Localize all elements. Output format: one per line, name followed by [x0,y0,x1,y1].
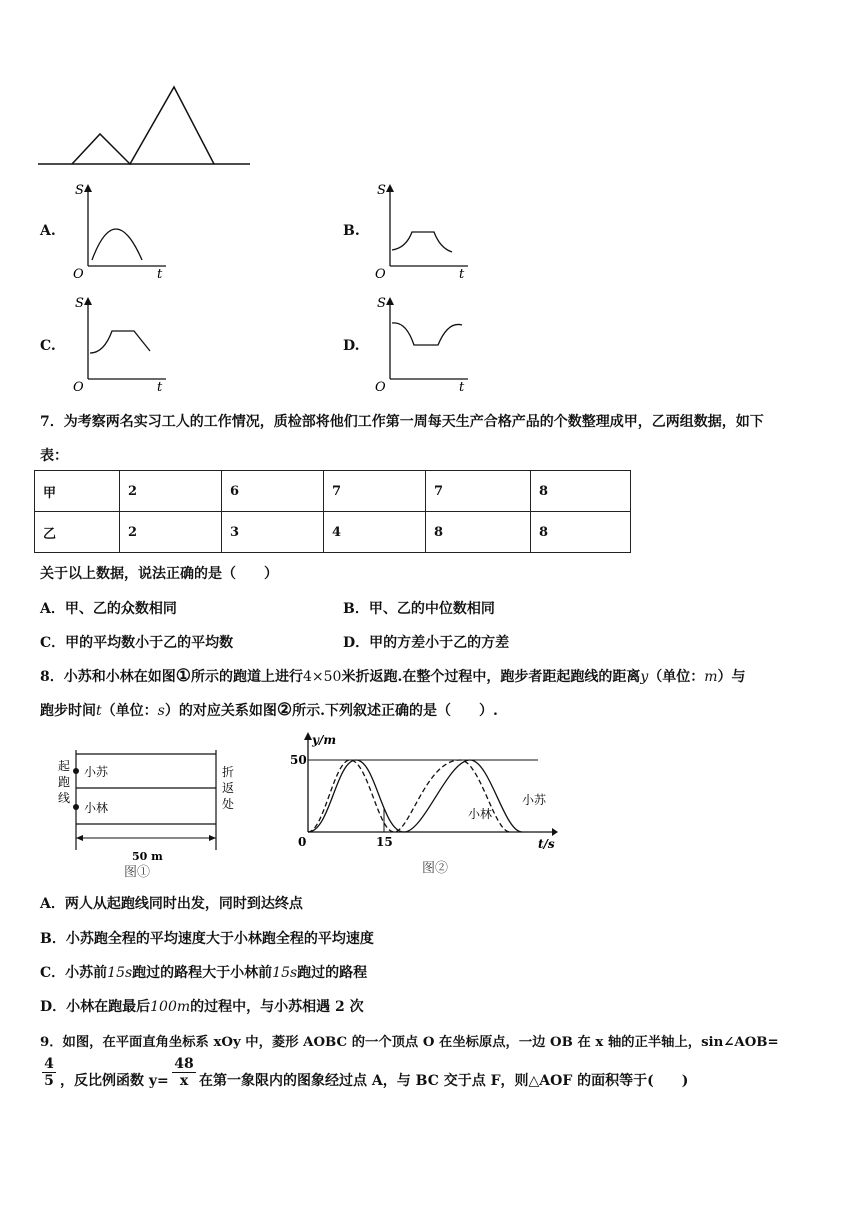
q6-option-c-letter: C. [40,338,56,354]
q8-option-c-t2: 15s [272,965,298,981]
q8-stem-b: 所示的跑道上进行 [191,669,303,685]
fig2-ylabel: y/m [312,733,337,747]
q9-line2-b: 在第一象限内的图象经过点 A，与 BC 交于点 F，则△AOF 的面积等于( ) [199,1073,689,1089]
q8-option-a: A．两人从起跑线同时出发，同时到达终点 [40,896,303,912]
q6-mountain-figure [38,82,253,170]
table-cell: 2 [120,471,222,512]
table-cell: 6 [222,471,324,512]
table-cell: 4 [324,512,426,553]
q7-option-b: B．甲、乙的中位数相同 [343,601,495,617]
q8-figure1-track [52,740,252,880]
q6-c-s-label: S [75,296,84,311]
fig2-y-tick: 50 [290,753,307,767]
fig1-turn-char-1: 折 [222,765,235,779]
q8-stem-d: （单位： [648,669,705,685]
table-row [35,512,631,553]
q8-option-c-b: 跑过的路程大于小林前 [132,965,273,981]
q6-c-o-label: O [73,380,84,393]
q7-option-a: A．甲、乙的众数相同 [40,601,177,617]
q8-option-c-a: C．小苏前 [40,965,108,981]
q6-b-o-label: O [375,267,386,280]
q8-option-c [40,962,367,982]
q6-b-s-label: S [377,183,386,198]
q8-stem-e: ）与 [717,669,746,685]
q6-a-o-label: O [73,267,84,280]
q6-option-b-letter: B. [343,223,360,239]
q6-option-b-graph [370,180,470,280]
q8-option-c-c: 跑过的路程 [297,965,368,981]
q8-option-d-a: D．小林在跑最后 [40,999,151,1015]
fig1-runner1: 小苏 [84,765,109,779]
q8-figure2-graph [290,728,560,880]
fig1-turn-char-2: 返 [222,781,235,795]
q6-option-a-graph [68,180,168,280]
q8-t-var: t [96,703,102,719]
table-cell: 7 [324,471,426,512]
table-cell: 8 [531,512,631,553]
q8-distance: 4×50 [303,669,342,685]
q6-option-d-letter: D. [343,338,360,354]
fig2-caption: 图② [422,861,449,876]
table-cell: 2 [120,512,222,553]
q6-option-d-graph [370,293,470,393]
fig1-turn-char-3: 处 [222,797,235,811]
fig2-x-tick: 15 [376,835,393,849]
fig2-origin: 0 [298,835,307,849]
q8-line2-c: ）的对应关系如图 [164,703,277,719]
q8-m-unit: m [704,669,718,685]
table-cell: 8 [426,512,531,553]
q8-circle2: ② [276,700,293,720]
fig1-start-char-1: 起 [58,759,71,773]
q8-line2-b: （单位： [101,703,158,719]
q6-a-t-label: t [157,267,163,280]
q9-frac2-den: x [179,1073,189,1089]
q7-option-c: C．甲的平均数小于乙的平均数 [40,635,234,651]
q8-s-unit: s [157,703,165,719]
table-cell: 乙 [35,512,120,553]
q8-option-d-dist: 100m [150,999,191,1015]
q7-question: 关于以上数据，说法正确的是（ ） [40,566,278,582]
q6-a-s-label: S [75,183,84,198]
table-row [35,471,631,512]
fig2-xlabel: t/s [538,837,555,851]
q8-option-d [40,996,364,1016]
q9-fraction-sin [42,1056,56,1089]
table-cell: 8 [531,471,631,512]
q6-option-c-graph [68,293,168,393]
fig1-start-char-3: 线 [58,791,71,805]
q8-option-c-t1: 15s [107,965,133,981]
q6-d-t-label: t [459,380,465,393]
q9-frac1-den: 5 [44,1073,54,1089]
table-cell: 甲 [35,471,120,512]
q8-stem-line1 [40,666,746,686]
q7-stem-line1: 7．为考察两名实习工人的工作情况，质检部将他们工作第一周每天生产合格产品的个数整理成甲，乙两组数据，如下 [40,414,764,430]
q7-option-d: D．甲的方差小于乙的方差 [343,635,510,651]
fig1-start-char-2: 跑 [58,775,71,789]
q8-stem-line2 [40,700,498,720]
q8-y-var: y [640,669,649,685]
q6-b-t-label: t [459,267,465,280]
q7-stem-line2: 表： [40,448,68,464]
q6-d-o-label: O [375,380,386,393]
q9-line1: 9．如图，在平面直角坐标系 xOy 中，菱形 AOBC 的一个顶点 O 在坐标原点，一边 OB 在 x 轴的正半轴上，sin∠AOB= [40,1035,779,1050]
q8-line2-a: 跑步时间 [40,703,96,719]
q9-frac1-num: 4 [42,1056,56,1073]
table-cell: 3 [222,512,324,553]
q9-line2-a: ，反比例函数 y= [60,1073,169,1089]
q8-stem-c: 米折返跑.在整个过程中，跑步者距起跑线的距离 [341,669,641,685]
q7-data-table [34,470,631,553]
q6-d-s-label: S [377,296,386,311]
q8-option-b: B．小苏跑全程的平均速度大于小林跑全程的平均速度 [40,931,374,947]
fig2-series-xiaosu: 小苏 [522,793,547,807]
fig1-runner2: 小林 [84,801,109,815]
fig1-length: 50 m [132,850,163,863]
table-cell: 7 [426,471,531,512]
q8-option-d-b: 的过程中，与小苏相遇 2 次 [190,999,364,1015]
q9-fraction-48x [172,1056,196,1089]
q8-line2-d: 所示.下列叙述正确的是（ ）. [292,703,498,719]
fig2-series-xiaolin: 小林 [468,807,493,821]
fig1-caption: 图① [124,865,151,880]
q8-stem-a: 8．小苏和小林在如图 [40,669,176,685]
q8-circle1: ① [175,666,191,686]
q6-c-t-label: t [157,380,163,393]
q6-option-a-letter: A. [40,223,56,239]
q9-frac2-num: 48 [172,1056,196,1073]
